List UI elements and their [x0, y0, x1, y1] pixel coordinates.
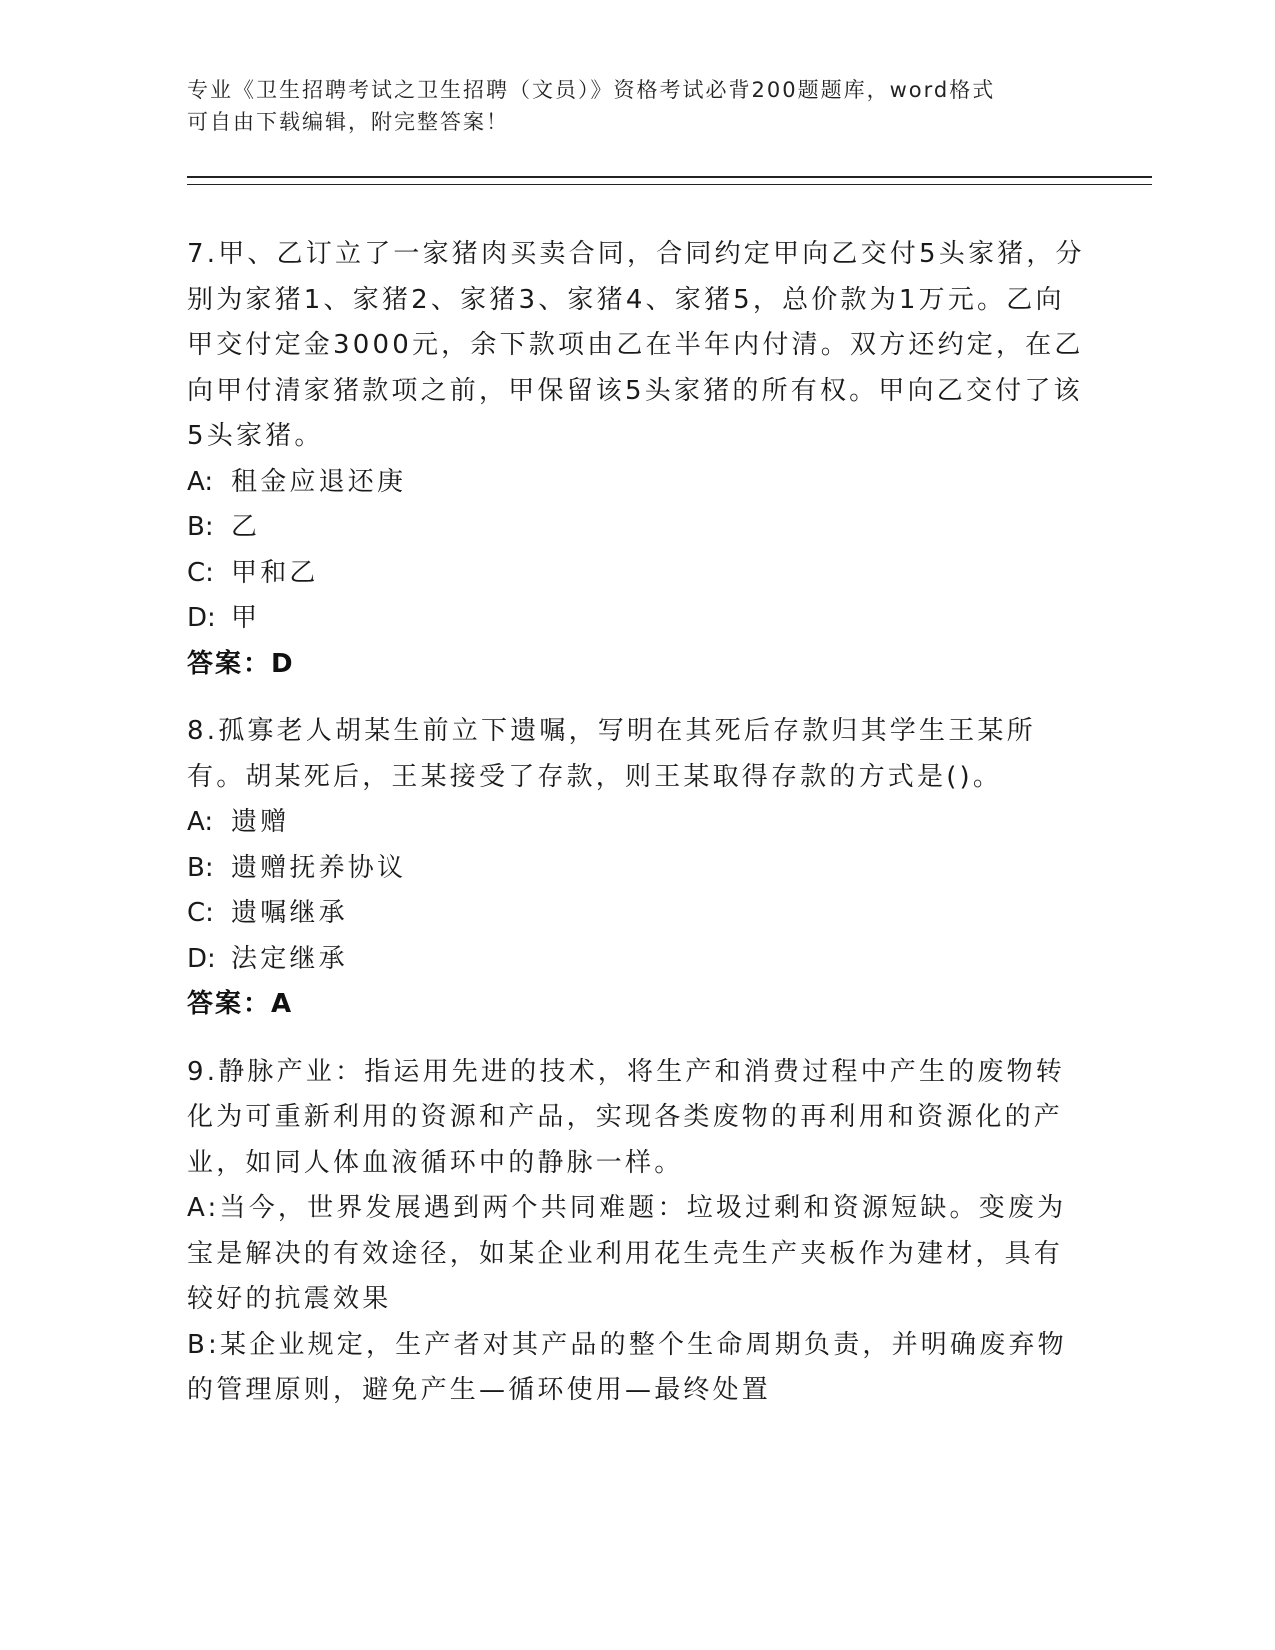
option-letter: D: — [187, 943, 216, 974]
option-b — [187, 1323, 1087, 1414]
answer-line: 答案：D — [187, 648, 295, 679]
option-text: 遗赠 — [231, 807, 290, 837]
option-a — [187, 800, 1087, 846]
option-text: 某企业规定，生产者对其产品的整个生命周期负责，并明确废弃物的管理原则，避免产生—循环使用—最终处置 — [187, 1329, 1067, 1405]
option-letter: C: — [187, 557, 214, 588]
option-a — [187, 1186, 1087, 1323]
option-text: 乙 — [231, 512, 261, 542]
option-d — [187, 596, 1087, 642]
option-b — [187, 505, 1087, 551]
option-c — [187, 551, 1087, 597]
question-text: 8.孤寡老人胡某生前立下遗嘱，写明在其死后存款归其学生王某所有。胡某死后，王某接受了存款，则王某取得存款的方式是()。 — [187, 716, 1036, 792]
option-text: 法定继承 — [231, 943, 348, 974]
header-title-line2: 可自由下载编辑，附完整答案！ — [187, 110, 509, 134]
header-divider — [187, 176, 1152, 185]
option-text: 遗赠抚养协议 — [231, 852, 407, 883]
option-letter: B: — [187, 512, 214, 542]
option-letter: C: — [187, 898, 214, 928]
option-letter: A: — [187, 1193, 220, 1223]
option-a — [187, 460, 1087, 506]
question-8 — [187, 709, 1087, 1028]
question-7 — [187, 232, 1087, 687]
option-text: 遗嘱继承 — [231, 898, 348, 928]
option-c — [187, 891, 1087, 937]
question-text: 7.甲、乙订立了一家猪肉买卖合同，合同约定甲向乙交付5头家猪，分别为家猪1、家猪2、家猪3、家猪4、家猪5，总价款为1万元。乙向甲交付定金3000元，余下款项由乙在半年内付清。双方还约定，在乙向甲付清家猪款项之前，甲保留该5头家猪的所有权。甲向乙交付了该5头家猪。 — [187, 239, 1085, 451]
option-letter: B: — [187, 852, 214, 883]
option-text: 当今，世界发展遇到两个共同难题：垃圾过剩和资源短缺。变废为宝是解决的有效途径，如某企业利用花生壳生产夹板作为建材，具有较好的抗震效果 — [187, 1193, 1067, 1314]
question-9 — [187, 1050, 1087, 1414]
option-d — [187, 937, 1087, 983]
option-text: 甲 — [231, 603, 261, 633]
option-letter: A: — [187, 807, 214, 837]
option-text: 甲和乙 — [231, 557, 319, 588]
document-header — [187, 74, 1067, 138]
question-list — [187, 232, 1087, 1436]
option-b — [187, 846, 1087, 892]
answer-line: 答案：A — [187, 989, 294, 1019]
option-letter: D: — [187, 603, 216, 633]
option-letter: A: — [187, 466, 214, 497]
option-letter: B: — [187, 1329, 220, 1360]
header-title-line1: 专业《卫生招聘考试之卫生招聘（文员）》资格考试必背200题题库，word格式 — [187, 78, 996, 102]
question-text: 9.静脉产业：指运用先进的技术，将生产和消费过程中产生的废物转化为可重新利用的资源和产品，实现各类废物的再利用和资源化的产业，如同人体血液循环中的静脉一样。 — [187, 1056, 1066, 1178]
option-text: 租金应退还庚 — [231, 466, 407, 497]
